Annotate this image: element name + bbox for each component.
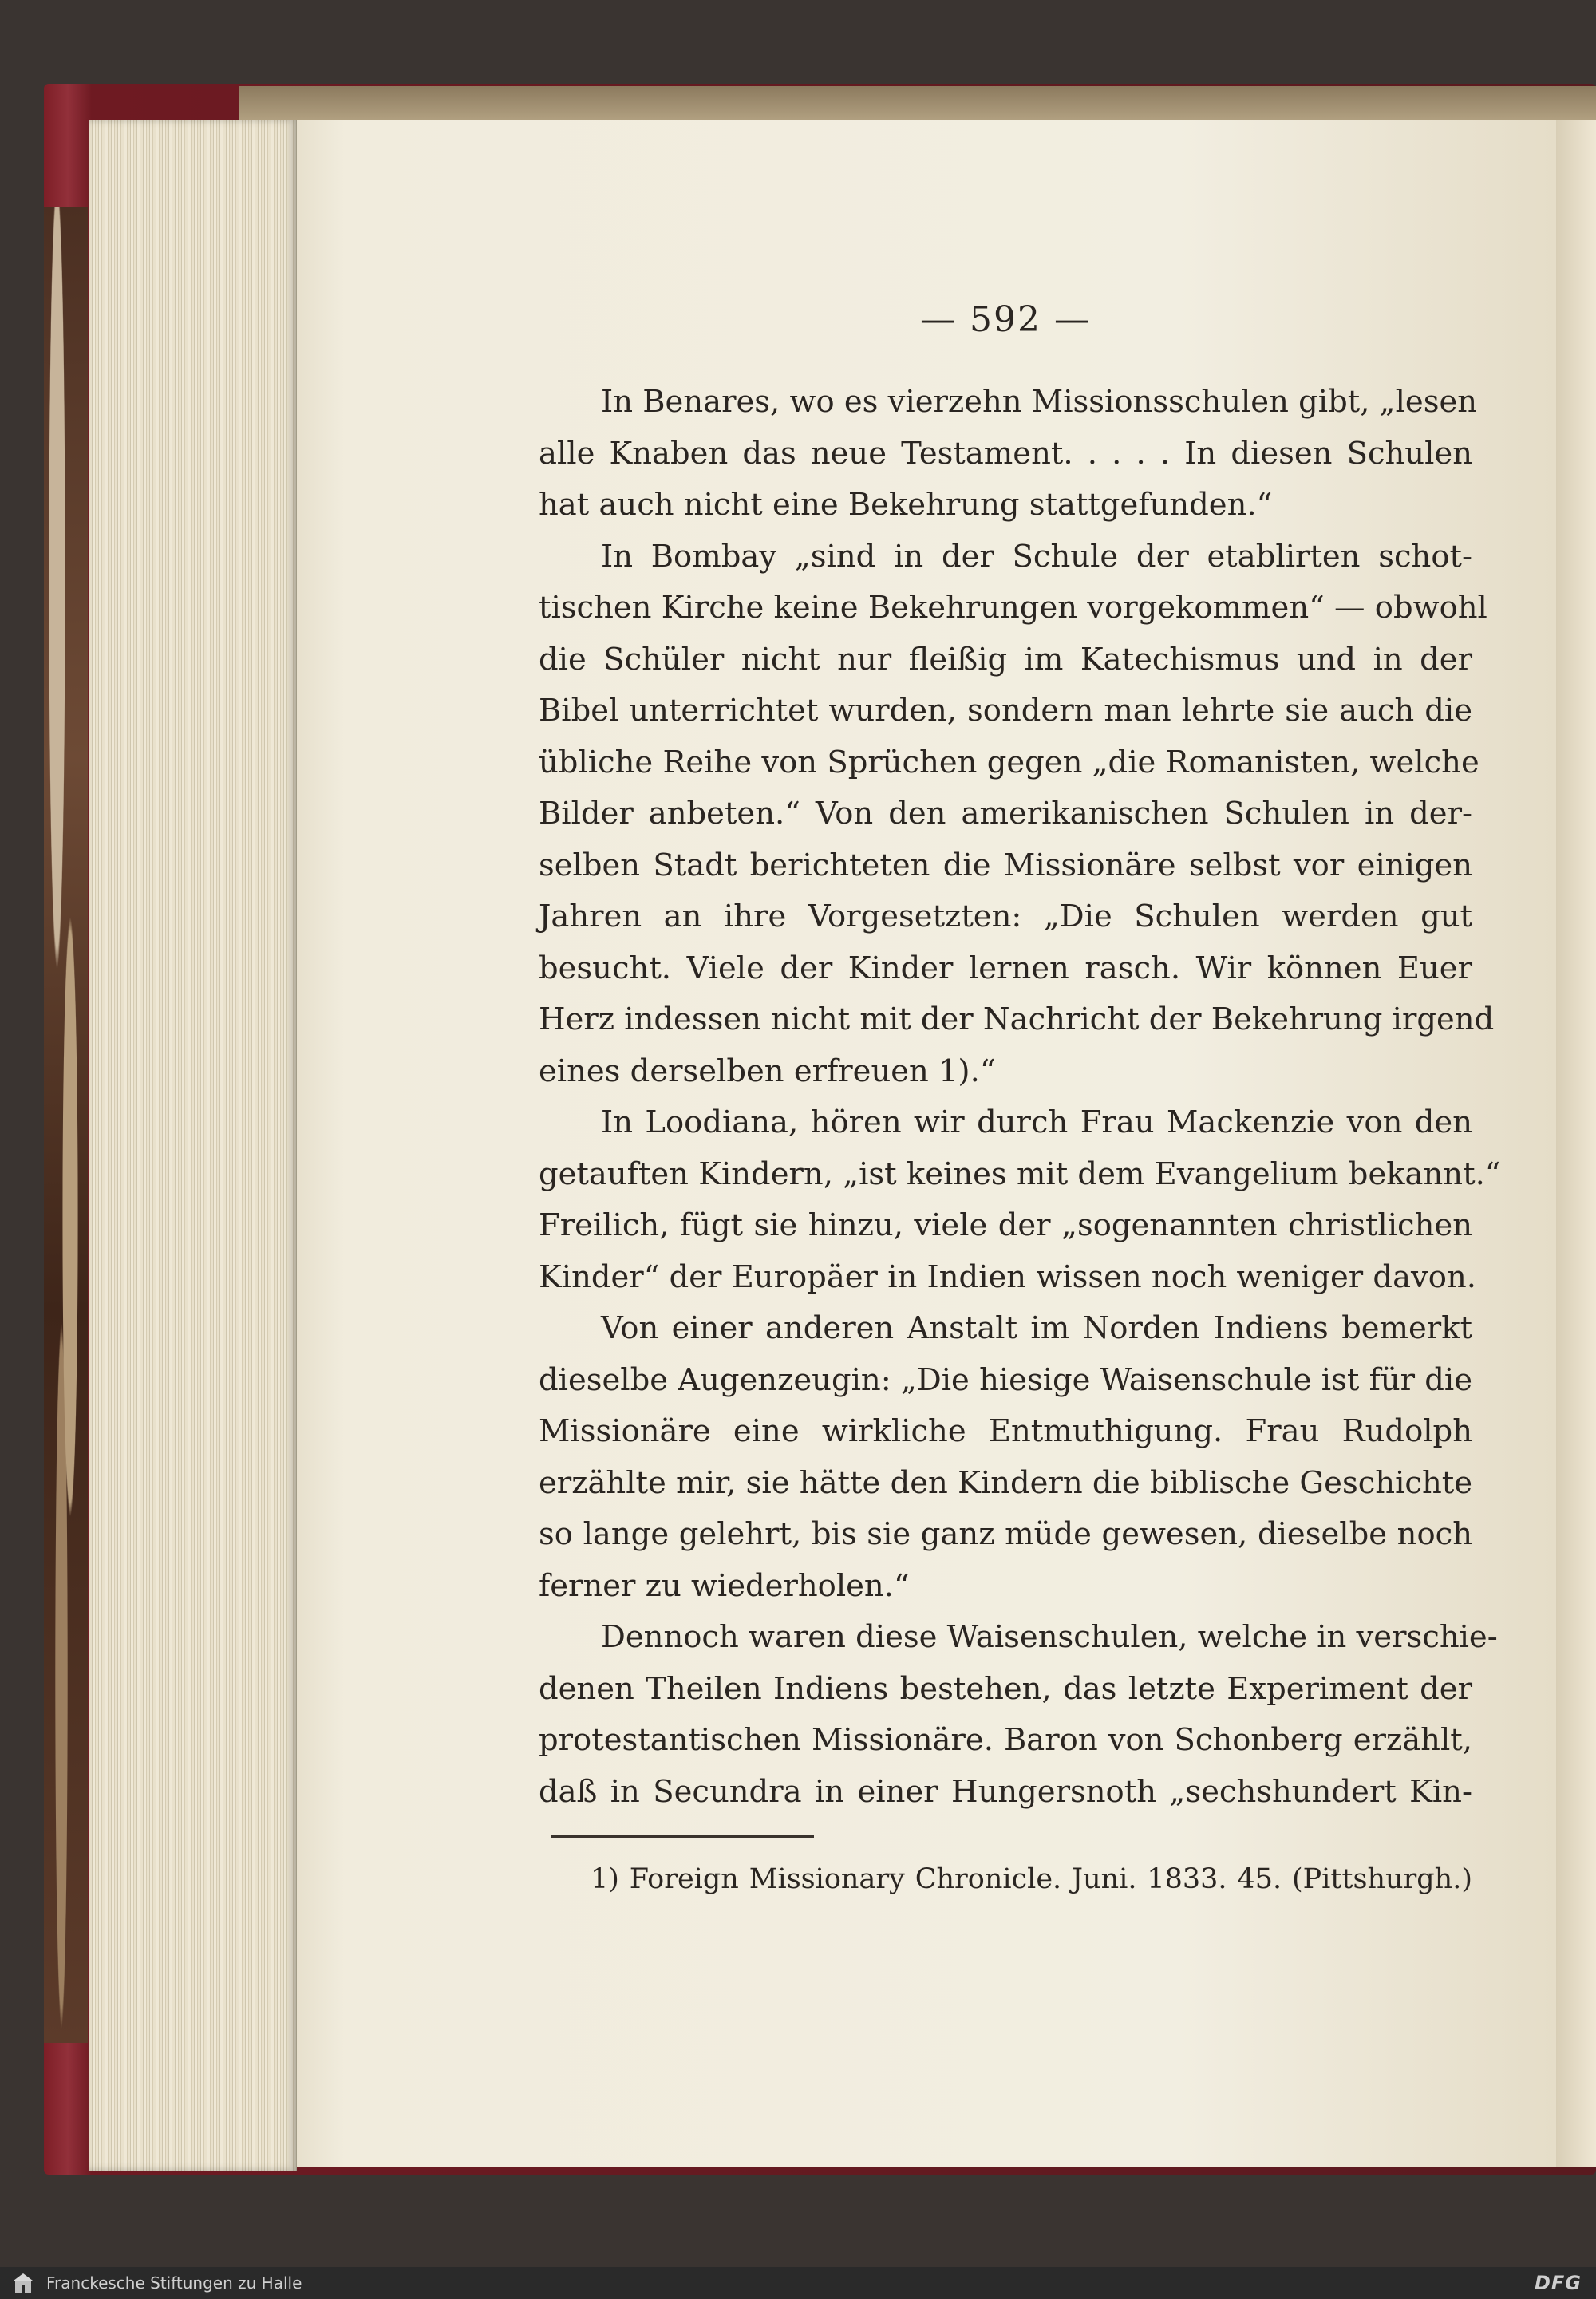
text-line: Bilder anbeten.“ Von den amerikanischen Schulen in der- [539,796,1472,832]
viewer-footer-bar [0,2267,1596,2299]
text-line: denen Theilen Indiens bestehen, das letzte Experiment der [539,1670,1472,1707]
institution-name: Franckesche Stiftungen zu Halle [46,2273,302,2293]
text-line: daß in Secundra in einer Hungersnoth „sechshundert Kin- [539,1773,1472,1810]
page-body-text [539,377,1501,1818]
page-block-edges [89,120,297,2171]
text-line: getauften Kindern, „ist keines mit dem Evangelium bekannt.“ [539,1155,1501,1192]
text-line: In Loodiana, hören wir durch Frau Mackenzie von den [601,1104,1472,1140]
facing-page-edge [1556,120,1596,2167]
text-line: alle Knaben das neue Testament. . . . . In diesen Schulen [539,435,1472,472]
text-line: Kinder“ der Europäer in Indien wissen noch weniger davon. [539,1258,1476,1295]
text-line: besucht. Viele der Kinder lernen rasch. Wir können Euer [539,950,1472,986]
institution-logo-icon [13,2272,34,2294]
text-line: Jahren an ihre Vorgesetzten: „Die Schulen werden gut [539,899,1472,934]
text-line: Von einer anderen Anstalt im Norden Indiens bemerkt [601,1310,1472,1346]
text-line: Freilich, fügt sie hinzu, viele der „sogenannten christlichen [539,1207,1472,1243]
text-line: hat auch nicht eine Bekehrung stattgefunden.“ [539,487,1273,523]
text-line: dieselbe Augenzeugin: „Die hiesige Waisenschule ist für die [539,1361,1472,1398]
text-line: selben Stadt berichteten die Missionäre selbst vor einigen [539,847,1472,883]
page-top-edge [239,86,1596,123]
text-line: die Schüler nicht nur fleißig im Katechismus und in der [539,641,1472,677]
text-line: In Benares, wo es vierzehn Missionsschulen gibt, „lesen [601,384,1478,420]
text-line: erzählte mir, sie hätte den Kindern die biblische Geschichte [539,1464,1472,1501]
text-line: eines derselben erfreuen 1).“ [539,1053,996,1089]
text-line: so lange gelehrt, bis sie ganz müde gewesen, dieselbe noch [539,1516,1472,1552]
page-number: — 592 — [920,299,1091,340]
footnote: 1) Foreign Missionary Chronicle. Juni. 1833. 45. (Pittshurgh.) [591,1863,1472,1895]
text-line: tischen Kirche keine Bekehrungen vorgekommen“ — obwohl [539,590,1487,626]
text-line: In Bombay „sind in der Schule der etablirten schot- [601,538,1472,575]
marbled-cover-edge [44,207,88,2043]
text-line: Dennoch waren diese Waisenschulen, welche in verschie- [601,1619,1498,1655]
footnote-divider [551,1835,814,1838]
text-line: Herz indessen nicht mit der Nachricht der Bekehrung irgend [539,1001,1495,1037]
text-line: protestantischen Missionäre. Baron von Schonberg erzählt, [539,1722,1472,1758]
text-line: Missionäre eine wirkliche Entmuthigung. Frau Rudolph [539,1413,1472,1449]
funder-logo: DFG [1534,2272,1582,2294]
text-line: Bibel unterrichtet wurden, sondern man lehrte sie auch die [539,693,1472,729]
text-line: ferner zu wiederholen.“ [539,1567,910,1604]
text-line: übliche Reihe von Sprüchen gegen „die Romanisten, welche [539,744,1479,780]
